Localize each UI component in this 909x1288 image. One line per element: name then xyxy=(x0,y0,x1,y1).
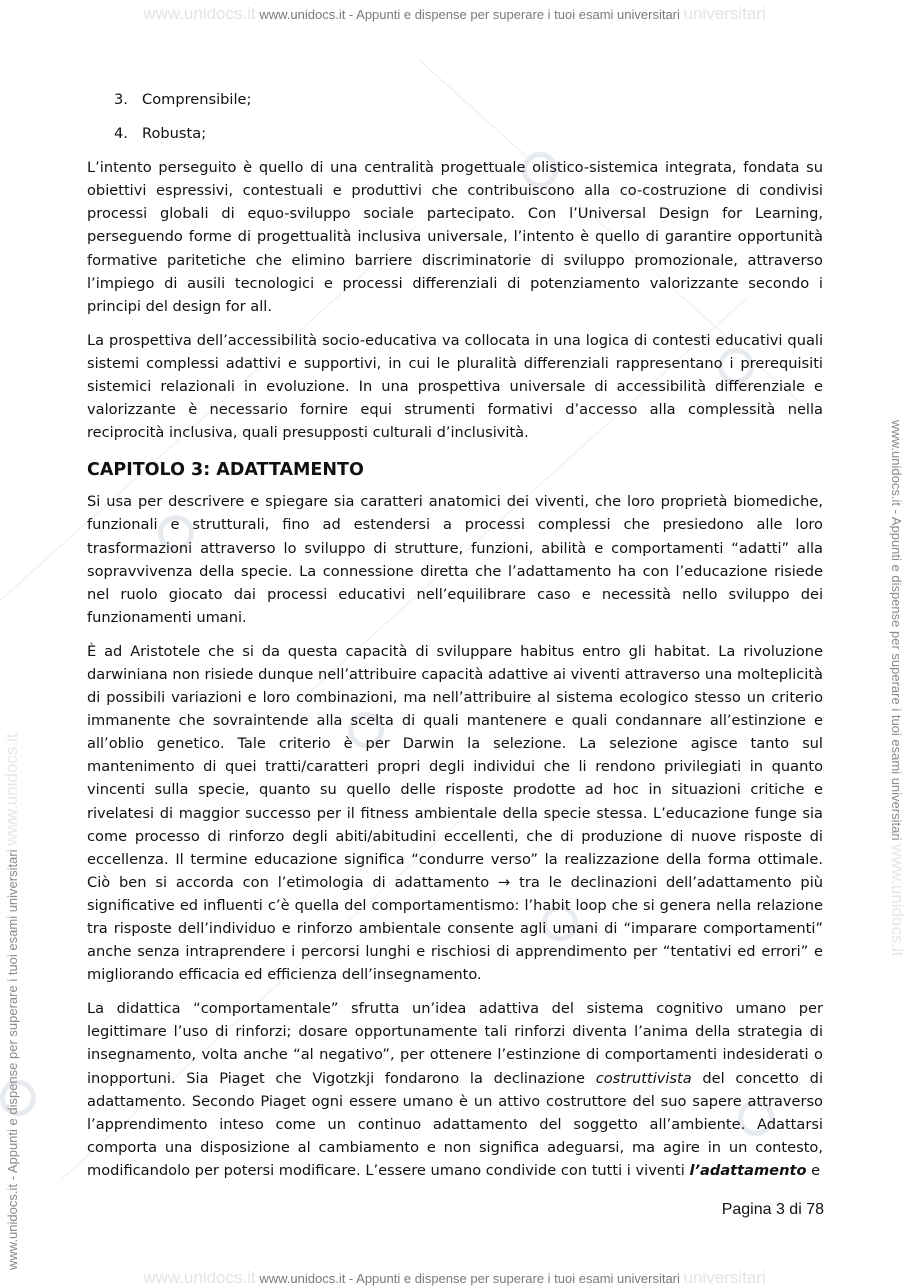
list-item-text: Comprensibile; xyxy=(142,91,252,108)
watermark-side-left: www.unidocs.it - Appunti e dispense per superare i tuoi esami universitari www.unidocs.it xyxy=(2,733,21,1270)
paragraph: Si usa per descrivere e spiegare sia caratteri anatomici dei viventi, che loro proprietà biomediche, funzionali e strutturali, fino ad estendersi a processi complessi che presiedono alle loro trasformazioni attraverso lo sviluppo di strutture, funzioni, abilità e comportamenti “adatti” alla sopravvivenza della specie. La connessione diretta che l’adattamento ha con l’educazione risiede nel ruolo giocato dai processi educativi nell’equilibrare caso e necessità nello sviluppo dei funzionamenti umani. xyxy=(87,493,823,626)
list-item-number: 4. xyxy=(114,125,128,143)
bold-italic-term: l’adattamento xyxy=(689,1161,807,1179)
watermark-side-right: www.unidocs.it - Appunti e dispense per superare i tuoi esami universitari www.unidocs.it xyxy=(888,420,907,957)
italic-term: costruttivista xyxy=(595,1069,692,1087)
paragraph: L’intento perseguito è quello di una centralità progettuale olistico-sistemica integrata, fondata su obiettivi espressivi, contestuali e produttivi che contribuiscono alla co-costruzione di condivisi processi globali di equo-sviluppo sociale partecipato. Con l’Universal Design for Learning, perseguendo forme di progettualità inclusiva universale, l’intento è quello di garantire opportunità formative paritetiche che elimino barriere discriminatorie di sviluppo promozionale, attraverso l’impiego di ausili tecnologici e processi differenziali di potenziamento valorizzante secondo i principi del design for all. xyxy=(87,159,823,315)
list-item-number: 3. xyxy=(114,91,128,108)
page-content xyxy=(87,88,823,1193)
watermark-footer-text: www.unidocs.it - Appunti e dispense per superare i tuoi esami universitari xyxy=(259,1271,680,1286)
list-item xyxy=(114,88,823,111)
paragraph: La didattica “comportamentale” sfrutta un’idea adattiva del sistema cognitivo umano per legittimare l’uso di rinforzi; dosare opportunamente tali rinforzi diventa l’anima della strategia di insegnamento, volta anche “al negativo”, per ottenere l’estinzione di comportamenti indesiderati o inopportuni. Sia Piaget che Vigotzkji fondarono la declinazione costruttivista del concetto di adattamento. Secondo Piaget ogni essere umano è un attivo costruttore del suo sapere attraverso l’apprendimento inteso come un continuo adattamento del soggetto all’ambiente. Adattarsi comporta una disposizione al cambiamento e non significa adeguarsi, ma agire in un contesto, modificandolo per potersi modificare. L’essere umano condivide con tutti i viventi l’adattamento e xyxy=(87,1000,823,1179)
page-number: Pagina 3 di 78 xyxy=(721,1201,824,1218)
list-item xyxy=(114,122,823,145)
watermark-header-text: www.unidocs.it - Appunti e dispense per superare i tuoi esami universitari xyxy=(259,7,680,22)
watermark-header: www.unidocs.it www.unidocs.it - Appunti e dispense per superare i tuoi esami universitari universitari xyxy=(143,4,766,23)
list-item-text: Robusta; xyxy=(142,125,207,143)
chapter-heading: CAPITOLO 3: ADATTAMENTO xyxy=(87,460,364,481)
paragraph: È ad Aristotele che si da questa capacità di sviluppare habitus entro gli habitat. La rivoluzione darwiniana non risiede dunque nell’attribuire capacità adattive ai viventi attraverso una molteplicità di possibili variazioni e loro combinazioni, ma nell’attribuire al sistema ecologico stesso un criterio immanente che sovraintende alla scelta di quali mantenere e quali condannare all’estinzione e all’oblio genetico. Tale criterio è per Darwin la selezione. La selezione agisce tanto sul mantenimento di quei tratti/caratteri propri degli individui che li rendono privilegiati in quanto vincenti sulla specie, quanto su quello delle risposte prodotte ad hoc in situazioni critiche e rivelatesi di maggior successo per il fitness ambientale della specie stessa. L’educazione funge sia come processo di rinforzo degli abiti/abitudini eccellenti, che di produzione di nuove risposte di eccellenza. Il termine educazione significa “condurre verso” la realizzazione della forma ottimale. Ciò ben si accorda con l’etimologia di adattamento → tra le declinazioni dell’adattamento più significative ed influenti c’è quella del comportamentismo: l’habit loop che si genera nella relazione tra risposte dell’individuo e rinforzo ambientale consente agli umani di “imparare comportamenti” anche senza intraprendere i percorsi lunghi e rischiosi di apprendimento per “tentativi ed errori” e migliorando efficacia ed efficienza dell’insegnamento. xyxy=(87,642,823,984)
watermark-footer: www.unidocs.it www.unidocs.it - Appunti e dispense per superare i tuoi esami universitari universitari xyxy=(143,1268,766,1287)
paragraph: La prospettiva dell’accessibilità socio-educativa va collocata in una logica di contesti educativi quali sistemi complessi adattivi e supportivi, in cui le pluralità differenziali rappresentano i prerequisiti sistemici relazionali in evoluzione. In una prospettiva universale di accessibilità differenziale e valorizzante è necessario fornire equi strumenti formativi d’accesso alla complessità nella reciprocità inclusiva, quali presupposti culturali d’inclusività. xyxy=(87,331,823,442)
